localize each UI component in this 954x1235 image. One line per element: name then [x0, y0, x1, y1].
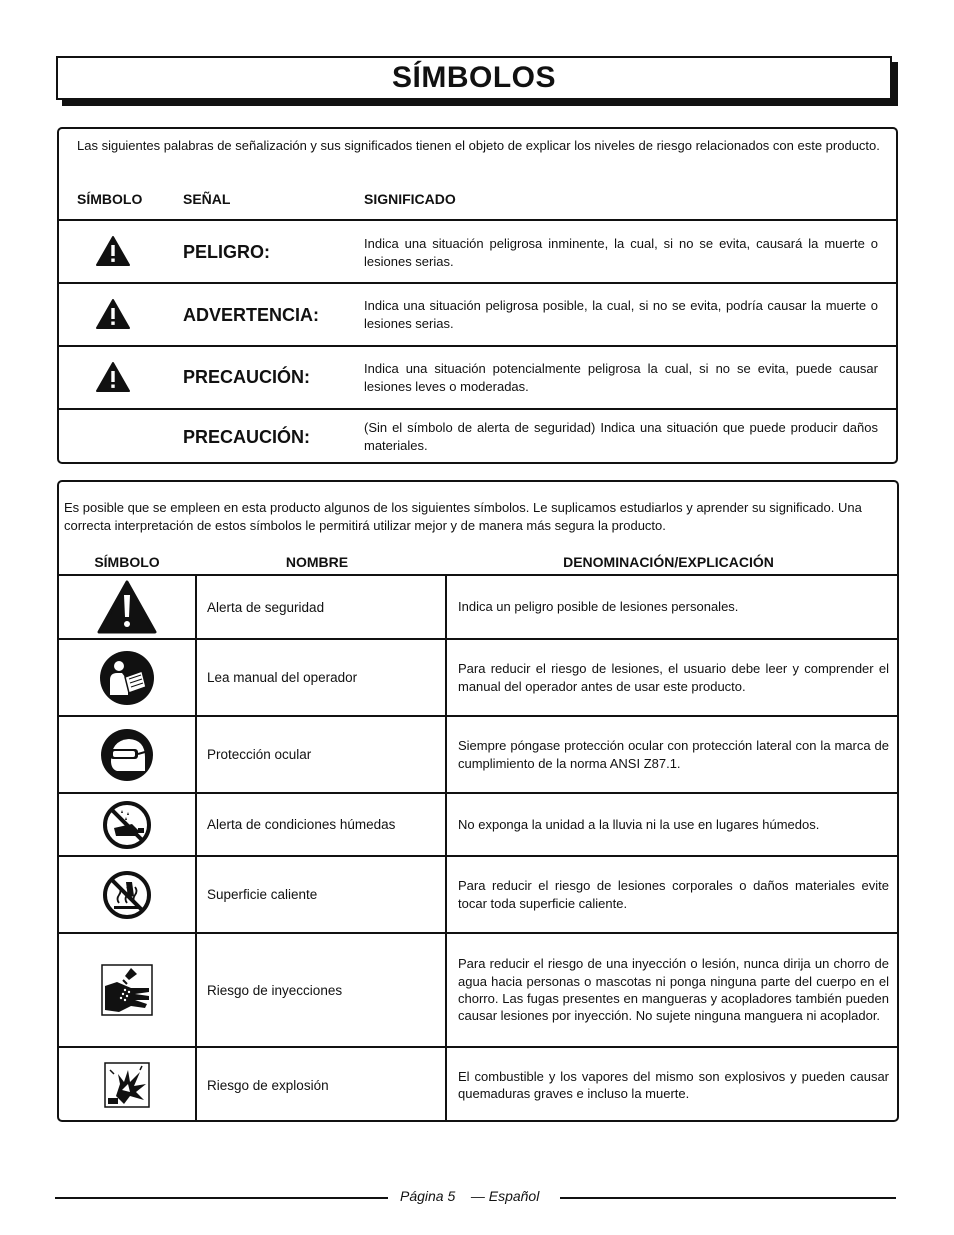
injection-risk-icon [101, 964, 153, 1016]
hot-surface-icon [102, 870, 152, 920]
title-banner [56, 56, 892, 100]
symbol-row [59, 792, 897, 855]
warning-triangle-icon [95, 235, 131, 267]
signal-word: PELIGRO: [183, 242, 271, 262]
signal-word: ADVERTENCIA: [183, 305, 320, 325]
signal-meaning: Indica una situación peligrosa inminente, la cual, si no se evita, causará la muerte o lesiones serias. [364, 236, 878, 269]
signal-word: PRECAUCIÓN: [183, 427, 311, 447]
read-manual-icon [98, 649, 156, 707]
eye-protection-icon [99, 727, 155, 783]
symbol-description: Indica un peligro posible de lesiones personales. [458, 599, 739, 615]
header-symbol: SÍMBOLO [94, 554, 160, 570]
signal-words-panel [57, 127, 898, 464]
symbol-name: Alerta de condiciones húmedas [207, 817, 396, 832]
wet-conditions-icon [102, 800, 152, 850]
footer-rule-right [560, 1197, 896, 1199]
symbol-row [59, 932, 897, 1046]
footer-label [400, 1188, 539, 1204]
signal-meaning: Indica una situación potencialmente peligrosa la cual, si no se evita, puede causar lesiones leves o moderadas. [364, 361, 878, 394]
symbol-name: Lea manual del operador [207, 670, 358, 685]
signal-row [59, 408, 896, 464]
signal-meaning: Indica una situación peligrosa posible, la cual, si no se evita, podría causar la muerte o lesiones serias. [364, 298, 878, 331]
header-signal: SEÑAL [183, 191, 231, 207]
symbol-row [59, 855, 897, 932]
footer-page: Página 5 [400, 1188, 456, 1204]
header-symbol: SÍMBOLO [77, 191, 143, 207]
footer-rule-left [55, 1197, 388, 1199]
signal-row [59, 219, 896, 282]
symbol-row [59, 1046, 897, 1122]
symbol-description: El combustible y los vapores del mismo son explosivos y pueden causar quemaduras graves e incluso la muerte. [458, 1068, 889, 1101]
warning-triangle-icon [95, 361, 131, 393]
symbols-intro: Es posible que se empleen en esta producto algunos de los siguientes símbolos. Le suplicamos estudiarlos y aprender su significado. Una correcta interpretación de estos símbolos le permitirá utilizar mejor y de manera más segura la producto. [64, 500, 862, 533]
symbol-name: Alerta de seguridad [207, 599, 325, 615]
symbol-name: Riesgo de explosión [207, 1077, 329, 1093]
symbol-description: Siempre póngase protección ocular con protección lateral con la marca de cumplimiento de la norma ANSI Z87.1. [458, 738, 889, 771]
symbol-description: Para reducir el riesgo de lesiones, el usuario debe leer y comprender el manual del operador antes de usar este producto. [458, 661, 889, 694]
header-meaning: SIGNIFICADO [364, 191, 456, 207]
signal-row [59, 345, 896, 408]
signal-words-intro: Las siguientes palabras de señalización y sus significados tienen el objeto de explicar los niveles de riesgo relacionados con este producto. [77, 138, 880, 153]
signal-word: PRECAUCIÓN: [183, 367, 311, 387]
signal-meaning: (Sin el símbolo de alerta de seguridad) Indica una situación que puede producir daños materiales. [364, 420, 878, 453]
signal-row [59, 282, 896, 345]
explosion-risk-icon [104, 1062, 150, 1108]
page-title: SÍMBOLOS [391, 61, 556, 94]
footer-language: — Español [470, 1188, 540, 1204]
symbols-panel [57, 480, 899, 1122]
symbol-name: Riesgo de inyecciones [207, 982, 343, 998]
symbol-description: No exponga la unidad a la lluvia ni la use en lugares húmedos. [458, 816, 820, 832]
symbol-name: Superficie caliente [207, 887, 318, 902]
header-name: NOMBRE [285, 554, 349, 570]
safety-alert-icon [96, 579, 158, 635]
warning-triangle-icon [95, 298, 131, 330]
symbol-description: Para reducir el riesgo de lesiones corporales o daños materiales evite tocar toda superficie caliente. [458, 878, 889, 911]
symbol-row [59, 638, 897, 715]
symbol-description: Para reducir el riesgo de una inyección o lesión, nunca dirija un chorro de agua hacia personas o mascotas ni ponga ninguna parte del cuerpo en el chorro. Las fugas presentes en mangueras y acopladores también pueden causar lesiones por inyección. No sujete ninguna manguera ni acoplador. [458, 956, 889, 1024]
header-explanation: DENOMINACIÓN/EXPLICACIÓN [563, 554, 774, 570]
symbol-row [59, 715, 897, 792]
symbol-row [59, 574, 897, 638]
symbol-name: Protección ocular [207, 747, 312, 762]
